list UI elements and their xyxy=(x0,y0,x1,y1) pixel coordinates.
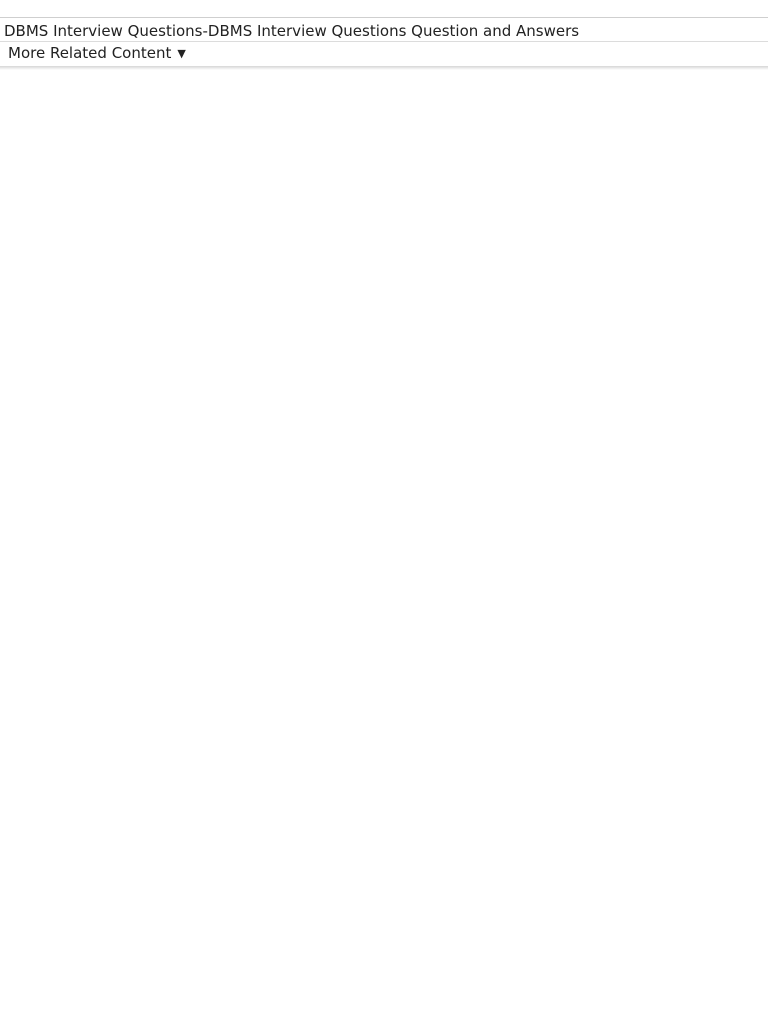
more-related-content-toggle[interactable] xyxy=(8,44,186,63)
header-shadow xyxy=(0,66,768,70)
title-divider xyxy=(0,41,768,42)
more-related-content-label: More Related Content xyxy=(8,44,172,62)
top-divider xyxy=(0,17,768,18)
document-title: DBMS Interview Questions-DBMS Interview Questions Question and Answers xyxy=(4,22,580,40)
chevron-down-icon: ▼ xyxy=(177,47,186,60)
